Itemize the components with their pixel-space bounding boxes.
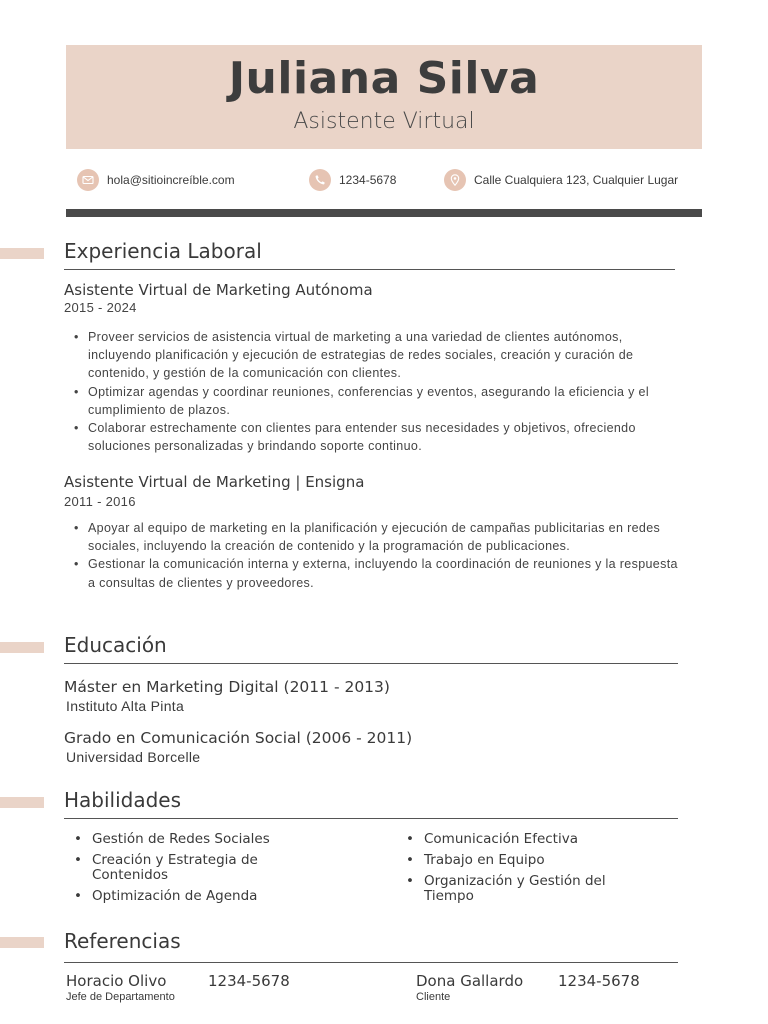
contact-address xyxy=(444,169,678,191)
candidate-title: Asistente Virtual xyxy=(293,109,475,134)
reference-role: Jefe de Departamento xyxy=(66,991,175,1003)
job-dates: 2011 - 2016 xyxy=(64,494,136,509)
list-item: • Organización y Gestión del Tiempo xyxy=(424,874,654,904)
education-degree: Máster en Marketing Digital (2011 - 2013) xyxy=(64,678,390,696)
list-item: • Colaborar estrechamente con clientes para entender sus necesidades y objetivos, ofreciendo soluciones personalizadas y brindando soporte continuo. xyxy=(88,419,680,455)
contact-phone-text: 1234-5678 xyxy=(339,173,397,187)
section-accent xyxy=(0,937,44,948)
contact-phone[interactable] xyxy=(309,169,396,191)
list-item: • Gestionar la comunicación interna y externa, incluyendo la coordinación de reuniones y la respuesta a consultas de clientes y proveedores. xyxy=(88,555,680,591)
section-accent xyxy=(0,248,44,259)
job-dates: 2015 - 2024 xyxy=(64,300,137,315)
reference-phone: 1234-5678 xyxy=(208,972,290,990)
section-title-experience: Experiencia Laboral xyxy=(64,239,262,263)
list-item: • Optimizar agendas y coordinar reuniones, conferencias y eventos, asegurando la eficiencia y el cumplimiento de plazos. xyxy=(88,383,680,419)
list-item: • Comunicación Efectiva xyxy=(424,832,654,847)
section-rule xyxy=(64,663,678,664)
section-accent xyxy=(0,797,44,808)
section-accent xyxy=(0,642,44,653)
list-item: • Proveer servicios de asistencia virtual de marketing a una variedad de clientes autónomos, incluyendo planificación y ejecución de estrategias de redes sociales, creación y curación de contenido, y gestión de la comunicación con clientes. xyxy=(88,328,680,383)
education-degree: Grado en Comunicación Social (2006 - 2011) xyxy=(64,729,413,747)
section-rule xyxy=(64,818,678,819)
section-title-references: Referencias xyxy=(64,929,181,953)
reference-name: Dona Gallardo xyxy=(416,972,524,990)
location-pin-icon xyxy=(444,169,466,191)
skills-list-left xyxy=(92,832,312,910)
list-item: • Creación y Estrategia de Contenidos xyxy=(92,853,312,883)
reference-name: Horacio Olivo xyxy=(66,972,167,990)
job-title: Asistente Virtual de Marketing Autónoma xyxy=(64,281,373,299)
header-banner xyxy=(66,45,702,149)
section-title-education: Educación xyxy=(64,633,167,657)
list-item: • Trabajo en Equipo xyxy=(424,853,654,868)
list-item: • Gestión de Redes Sociales xyxy=(92,832,312,847)
contact-email[interactable] xyxy=(77,169,235,191)
education-school: Universidad Borcelle xyxy=(66,749,201,765)
job-title: Asistente Virtual de Marketing | Ensigna xyxy=(64,473,365,491)
list-item: • Optimización de Agenda xyxy=(92,889,312,904)
contact-email-text: hola@sitioincreíble.com xyxy=(107,173,235,187)
section-rule xyxy=(64,962,678,963)
job-bullets xyxy=(88,519,680,592)
job-bullets xyxy=(88,328,680,455)
envelope-icon xyxy=(77,169,99,191)
education-school: Instituto Alta Pinta xyxy=(66,698,185,714)
section-title-skills: Habilidades xyxy=(64,788,182,812)
list-item: • Apoyar al equipo de marketing en la planificación y ejecución de campañas publicitarias en redes sociales, incluyendo la creación de contenido y la programación de publicaciones. xyxy=(88,519,680,555)
header-divider xyxy=(66,209,702,217)
reference-phone: 1234-5678 xyxy=(558,972,640,990)
section-rule xyxy=(64,269,675,270)
contact-address-text: Calle Cualquiera 123, Cualquier Lugar xyxy=(474,173,679,187)
candidate-name: Juliana Silva xyxy=(228,53,540,104)
phone-icon xyxy=(309,169,331,191)
skills-list-right xyxy=(424,832,654,910)
reference-role: Cliente xyxy=(416,991,451,1003)
